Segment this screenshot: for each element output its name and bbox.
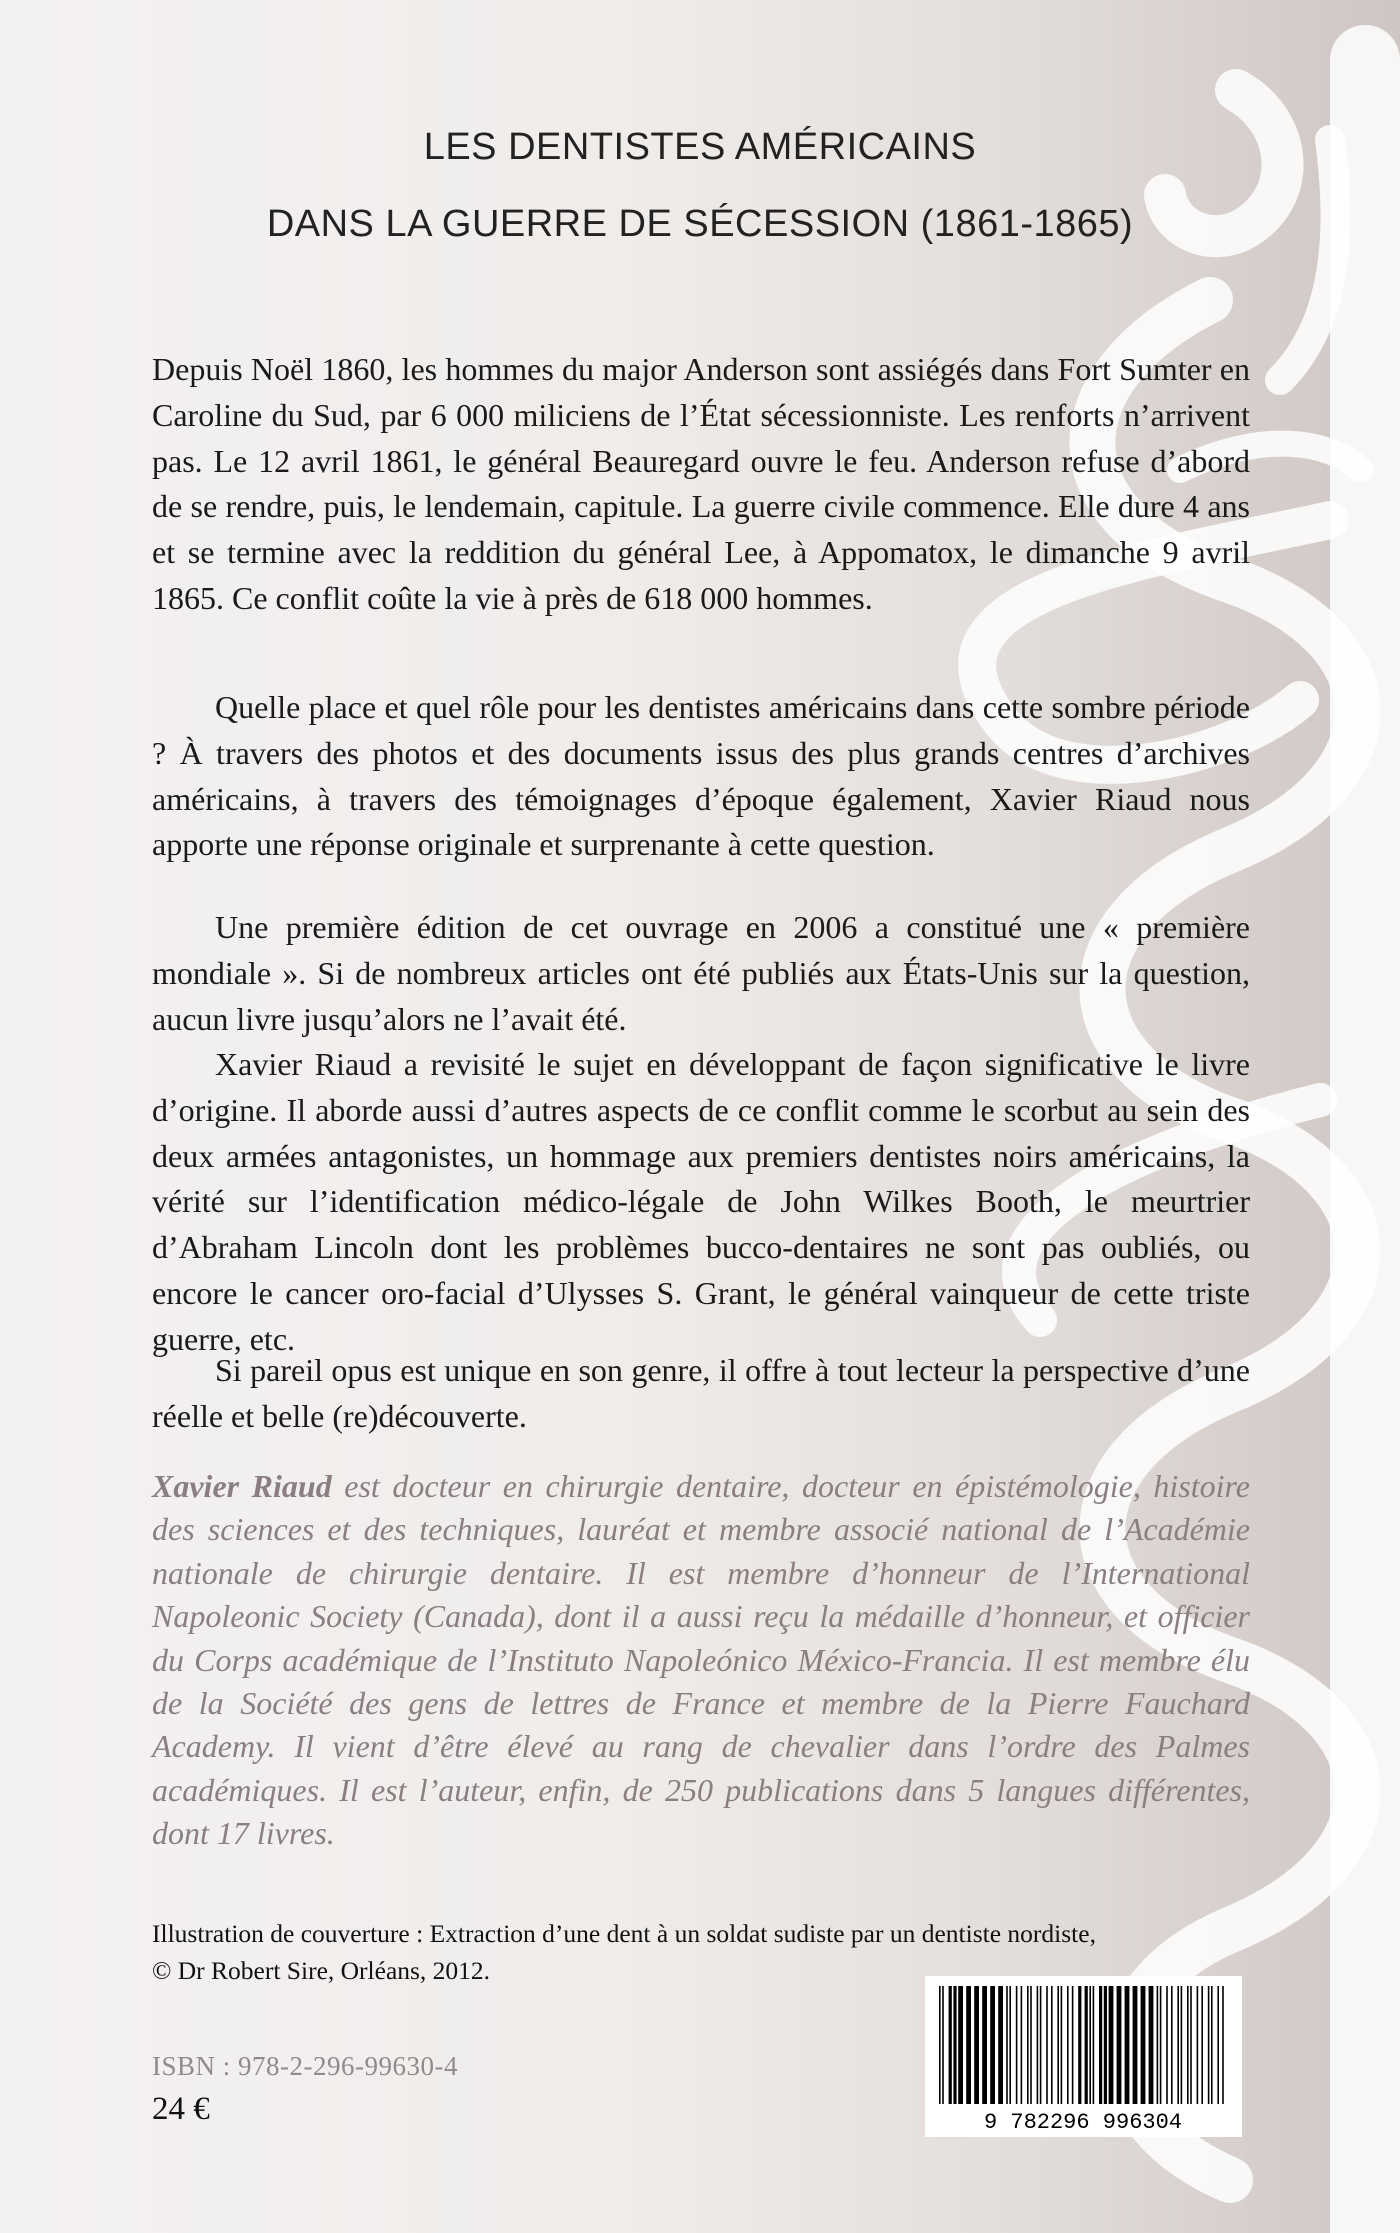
- barcode-bar: [1046, 1986, 1048, 2104]
- barcode-bar: [1157, 1986, 1159, 2104]
- barcode-bar: [953, 1986, 956, 2104]
- barcode: [925, 1976, 1242, 2137]
- barcode-bar: [939, 1986, 941, 2104]
- summary-paragraph-4: Xavier Riaud a revisité le sujet en développant de façon significative le livre d’origine. Il aborde aussi d’autres aspects de ce conflit comme le scorbut au sein des deux armées antagonistes, un hommage aux premiers dentistes noirs américains, la vérité sur l’identification médico-légale de John Wilkes Booth, le meurtrier d’Abraham Lincoln dont les problèmes bucco-dentaires ne sont pas oubliés, ou encore le cancer oro-facial d’Ulysses S. Grant, le général vainqueur de cette triste guerre, etc.: [152, 1046, 1250, 1357]
- barcode-bar: [1109, 1986, 1114, 2104]
- barcode-bar: [1093, 1986, 1095, 2104]
- credit-line-2: © Dr Robert Sire, Orléans, 2012.: [152, 1956, 491, 1985]
- barcode-bar: [1099, 1986, 1102, 2104]
- barcode-bar: [1051, 1986, 1053, 2104]
- barcode-bar: [942, 1986, 944, 2104]
- barcode-bar: [1177, 1986, 1179, 2104]
- barcode-bar: [1217, 1986, 1219, 2104]
- barcode-bar: [1133, 1986, 1138, 2104]
- barcode-bar: [1197, 1986, 1199, 2104]
- barcode-bar: [990, 1986, 995, 2104]
- barcode-bar: [1171, 1986, 1173, 2104]
- barcode-bar: [1187, 1986, 1189, 2104]
- barcode-bar: [1057, 1986, 1059, 2104]
- summary-paragraph-5: Si pareil opus est unique en son genre, il offre à tout lecteur la perspective d’une réelle et belle (re)découverte.: [152, 1352, 1250, 1434]
- barcode-bar: [1030, 1986, 1032, 2104]
- author-name: Xavier Riaud: [152, 1468, 332, 1504]
- barcode-bar: [1040, 1986, 1042, 2104]
- barcode-bar: [1222, 1986, 1224, 2104]
- barcode-icon: [925, 1976, 1242, 2137]
- isbn-label: ISBN : 978-2-296-99630-4: [152, 2051, 458, 2081]
- author-biography-text: est docteur en chirurgie dentaire, docteur en épistémologie, histoire des sciences et des techniques, lauréat et membre associé national de l’Académie nationale de chirurgie dentaire. Il est membre d’honneur de l’International Napoleonic Society (Canada), dont il a aussi reçu la médaille d’honneur, et officier du Corps académique de l’Instituto Napoleónico México-Francia. Il est membre élu de la Société des gens de lettres de France et membre de la Pierre Fauchard Academy. Il vient d’être élevé au rang de chevalier dans l’ordre des Palmes académiques. Il est l’auteur, enfin, de 250 publications dans 5 langues différentes, dont 17 livres.: [152, 1468, 1251, 1852]
- book-title-line-1: LES DENTISTES AMÉRICAINS: [423, 126, 977, 168]
- barcode-bar: [1027, 1986, 1029, 2104]
- credit-line-1: Illustration de couverture : Extraction d’une dent à un soldat sudiste par un dentiste nordiste,: [152, 1919, 1096, 1948]
- summary-paragraph-3: Une première édition de cet ouvrage en 2006 a constitué une « première mondiale ». Si de nombreux articles ont été publiés aux États-Unis sur la question, aucun livre jusqu’alors ne l’avait été.: [152, 909, 1250, 1037]
- barcode-bar: [1181, 1986, 1183, 2104]
- barcode-bar: [1211, 1986, 1213, 2104]
- barcode-bar: [1006, 1986, 1008, 2104]
- barcode-bar: [1089, 1986, 1091, 2104]
- barcode-bar: [1166, 1986, 1168, 2104]
- barcode-bar: [966, 1986, 971, 2104]
- summary-paragraph-2: Quelle place et quel rôle pour les dentistes américains dans cette sombre période ? À travers des photos et des documents issus des plus grands centres d’archives américains, à travers des témoignages d’époque également, Xavier Riaud nous apporte une réponse originale et surprenante à cette question.: [152, 689, 1250, 863]
- barcode-bar: [998, 1986, 1003, 2104]
- barcode-bar: [1208, 1986, 1210, 2104]
- barcode-bar: [1141, 1986, 1146, 2104]
- barcode-digits: 9 782296 996304: [983, 2110, 1183, 2135]
- barcode-bar: [1104, 1986, 1107, 2104]
- barcode-bar: [1201, 1986, 1203, 2104]
- barcode-bar: [958, 1986, 963, 2104]
- barcode-bars: [939, 1986, 1224, 2104]
- author-biography: [152, 1465, 1250, 1856]
- barcode-bar: [1067, 1986, 1069, 2104]
- book-title-line-2: DANS LA GUERRE DE SÉCESSION (1861-1865): [266, 203, 1134, 245]
- barcode-bar: [1190, 1986, 1192, 2104]
- barcode-bar: [1125, 1986, 1130, 2104]
- barcode-bar: [974, 1986, 979, 2104]
- barcode-bar: [1021, 1986, 1023, 2104]
- barcode-bar: [1061, 1986, 1063, 2104]
- summary-paragraph-1: Depuis Noël 1860, les hommes du major Anderson sont assiégés dans Fort Sumter en Caroline du Sud, par 6 000 miliciens de l’État sécessionniste. Les renforts n’arrivent pas. Le 12 avril 1861, le général Beauregard ouvre le feu. Anderson refuse d’abord de se rendre, puis, le lendemain, capitule. La guerre civile commence. Elle dure 4 ans et se termine avec la reddition du général Lee, à Appomatox, le dimanche 9 avril 1865. Ce conflit coûte la vie à près de 618 000 hommes.: [152, 351, 1250, 616]
- price-label: 24 €: [152, 2091, 210, 2127]
- barcode-bar: [982, 1986, 987, 2104]
- barcode-bar: [1078, 1986, 1081, 2104]
- barcode-bar: [1072, 1986, 1074, 2104]
- barcode-bar: [1160, 1986, 1162, 2104]
- barcode-bar: [1117, 1986, 1122, 2104]
- barcode-bar: [1037, 1986, 1039, 2104]
- barcode-bar: [1009, 1986, 1011, 2104]
- barcode-bar: [1085, 1986, 1088, 2104]
- barcode-bar: [1149, 1986, 1154, 2104]
- barcode-bar: [949, 1986, 952, 2104]
- barcode-bar: [1016, 1986, 1018, 2104]
